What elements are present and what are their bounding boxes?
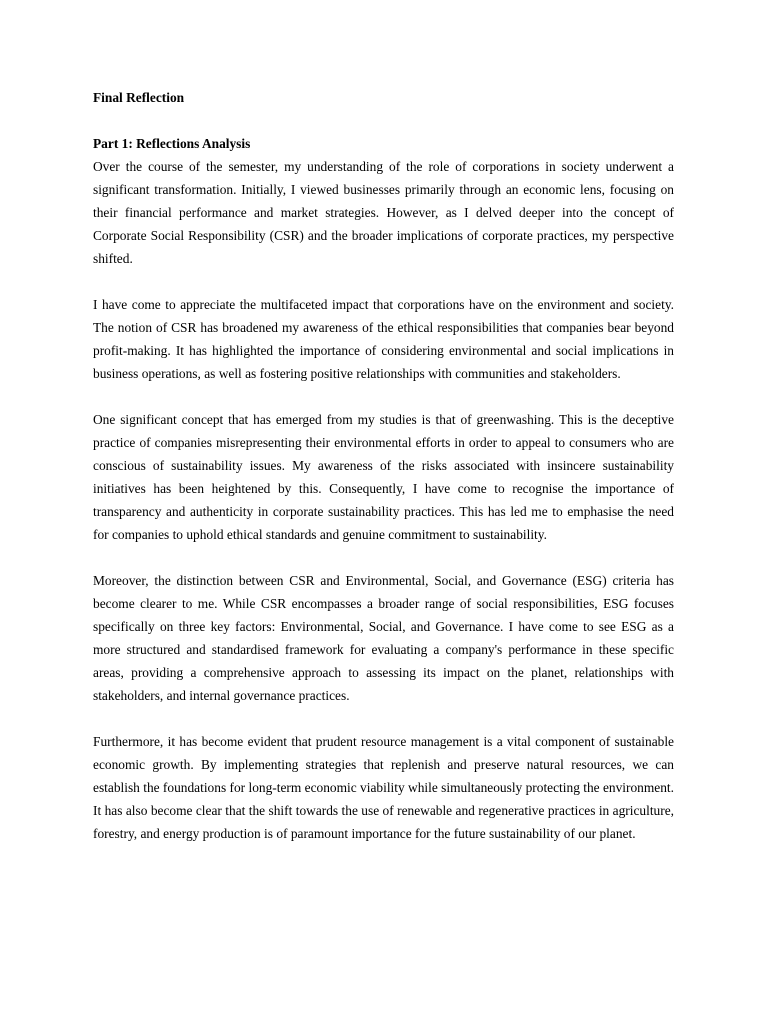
paragraph-5: Furthermore, it has become evident that prudent resource management is a vital component of sustainable economic growth. By implementing strategies that replenish and preserve natural resources, we can establish the foundations for long-term economic viability while simultaneously protecting the environment. It has also become clear that the shift towards the use of renewable and regenerative practices in agriculture, forestry, and energy production is of paramount importance for the future sustainability of our planet. bbox=[93, 734, 674, 841]
section-heading: Part 1: Reflections Analysis bbox=[93, 136, 251, 151]
document-title: Final Reflection bbox=[93, 90, 185, 105]
paragraph-1: Over the course of the semester, my understanding of the role of corporations in society underwent a significant transformation. Initially, I viewed businesses primarily through an economic lens, focusing on their financial performance and market strategies. However, as I delved deeper into the concept of Corporate Social Responsibility (CSR) and the broader implications of corporate practices, my perspective shifted. bbox=[93, 159, 674, 266]
document-body bbox=[93, 86, 674, 868]
paragraph-4: Moreover, the distinction between CSR and Environmental, Social, and Governance (ESG) criteria has become clearer to me. While CSR encompasses a broader range of social responsibilities, ESG focuses specifically on three key factors: Environmental, Social, and Governance. I have come to see ESG as a more structured and standardised framework for evaluating a company's performance in these specific areas, providing a comprehensive approach to assessing its impact on the planet, relationships with stakeholders, and internal governance practices. bbox=[93, 573, 674, 703]
paragraph-3: One significant concept that has emerged from my studies is that of greenwashing. This is the deceptive practice of companies misrepresenting their environmental efforts in order to appeal to consumers who are conscious of sustainability issues. My awareness of the risks associated with insincere sustainability initiatives has been heightened by this. Consequently, I have come to recognise the importance of transparency and authenticity in corporate sustainability practices. This has led me to emphasise the need for companies to uphold ethical standards and genuine commitment to sustainability. bbox=[93, 412, 674, 542]
paragraph-2: I have come to appreciate the multifaceted impact that corporations have on the environment and society. The notion of CSR has broadened my awareness of the ethical responsibilities that companies bear beyond profit-making. It has highlighted the importance of considering environmental and social implications in business operations, as well as fostering positive relationships with communities and stakeholders. bbox=[93, 297, 674, 381]
